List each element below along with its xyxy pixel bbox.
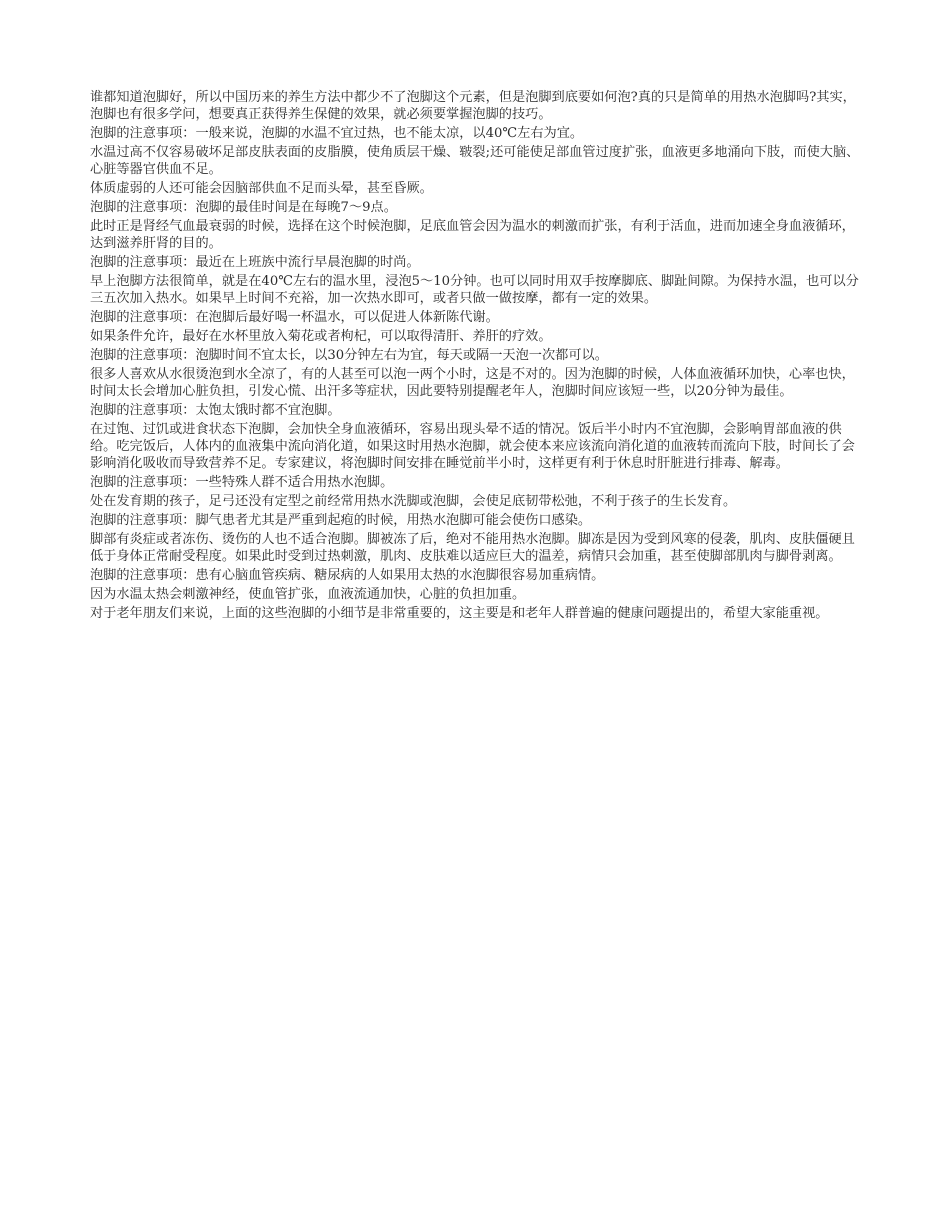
paragraph-full-hungry-reason: 在过饱、过饥或进食状态下泡脚，会加快全身血液循环，容易出现头晕不适的情况。饭后半小时内不宜泡脚，会影响胃部血液的供给。吃完饭后，人体内的血液集中流向消化道，如果这时用热水泡脚，就会使本来应该流向消化道的血液转而流向下肢，时间长了会影响消化吸收而导致营养不足。专家建议，将泡脚时间安排在睡觉前半小时，这样更有利于休息时肝脏进行排毒、解毒。 [90, 422, 855, 471]
paragraph-best-time-tip: 泡脚的注意事项：泡脚的最佳时间是在每晚7～9点。 [90, 200, 397, 215]
paragraph-morning-soak-method: 早上泡脚方法很简单，就是在40℃左右的温水里，浸泡5～10分钟。也可以同时用双手按摩脚底、脚趾间隙。为保持水温，也可以分三五次加入热水。如果早上时间不充裕，加一次热水即可，或者只做一做按摩，都有一定的效果。 [90, 274, 859, 306]
paragraph-drink-water-tip: 泡脚的注意事项：在泡脚后最好喝一杯温水，可以促进人体新陈代谢。 [90, 310, 499, 325]
paragraph-children: 处在发育期的孩子，足弓还没有定型之前经常用热水洗脚或泡脚，会使足底韧带松弛，不利于孩子的生长发育。 [90, 494, 737, 509]
paragraph-weak-constitution: 体质虚弱的人还可能会因脑部供血不足而头晕，甚至昏厥。 [90, 181, 433, 196]
paragraph-full-hungry-tip: 泡脚的注意事项：太饱太饿时都不宜泡脚。 [90, 403, 341, 418]
paragraph-duration-tip: 泡脚的注意事项：泡脚时间不宜太长，以30分钟左右为宜，每天或隔一天泡一次都可以。 [90, 348, 608, 363]
paragraph-athletes-foot-tip: 泡脚的注意事项：脚气患者尤其是严重到起疱的时候，用热水泡脚可能会使伤口感染。 [90, 513, 592, 528]
paragraph-frostbite: 脚部有炎症或者冻伤、烫伤的人也不适合泡脚。脚被冻了后，绝对不能用热水泡脚。脚冻是因为受到风寒的侵袭，肌肉、皮肤僵硬且低于身体正常耐受程度。如果此时受到过热刺激，肌肉、皮肤难以适应巨大的温差，病情只会加重，甚至使脚部肌肉与脚骨剥离。 [90, 532, 855, 564]
document-body [90, 89, 860, 624]
paragraph-special-groups-tip: 泡脚的注意事项：一些特殊人群不适合用热水泡脚。 [90, 475, 394, 490]
paragraph-morning-soak-tip: 泡脚的注意事项：最近在上班族中流行早晨泡脚的时尚。 [90, 255, 420, 270]
paragraph-chrysanthemum-goji: 如果条件允许，最好在水杯里放入菊花或者枸杞，可以取得清肝、养肝的疗效。 [90, 329, 552, 344]
paragraph-intro: 谁都知道泡脚好，所以中国历来的养生方法中都少不了泡脚这个元素，但是泡脚到底要如何泡?真的只是简单的用热水泡脚吗?其实，泡脚也有很多学问，想要真正获得养生保健的效果，就必须要掌握泡脚的技巧。 [90, 90, 856, 122]
paragraph-cardiovascular-tip: 泡脚的注意事项：患有心脑血管疾病、糖尿病的人如果用太热的水泡脚很容易加重病情。 [90, 568, 605, 583]
paragraph-cardiovascular-reason: 因为水温太热会刺激神经，使血管扩张，血液流通加快，心脏的负担加重。 [90, 587, 526, 602]
paragraph-water-temperature-tip: 泡脚的注意事项：一般来说，泡脚的水温不宜过热，也不能太凉，以40℃左右为宜。 [90, 126, 584, 141]
paragraph-duration-reason: 很多人喜欢从水很烫泡到水全凉了，有的人甚至可以泡一两个小时，这是不对的。因为泡脚的时候，人体血液循环加快，心率也快，时间太长会增加心脏负担，引发心慌、出汗多等症状，因此要特别提醒老年人，泡脚时间应该短一些，以20分钟为最佳。 [90, 367, 855, 399]
paragraph-conclusion: 对于老年朋友们来说，上面的这些泡脚的小细节是非常重要的，这主要是和老年人群普遍的健康问题提出的，希望大家能重视。 [90, 606, 829, 621]
paragraph-best-time-reason: 此时正是肾经气血最衰弱的时候，选择在这个时候泡脚，足底血管会因为温水的刺激而扩张，有利于活血，进而加速全身血液循环，达到滋养肝肾的目的。 [90, 219, 855, 251]
paragraph-high-temperature-harm: 水温过高不仅容易破坏足部皮肤表面的皮脂膜，使角质层干燥、皲裂;还可能使足部血管过度扩张，血液更多地涌向下肢，而使大脑、心脏等器官供血不足。 [90, 145, 860, 177]
